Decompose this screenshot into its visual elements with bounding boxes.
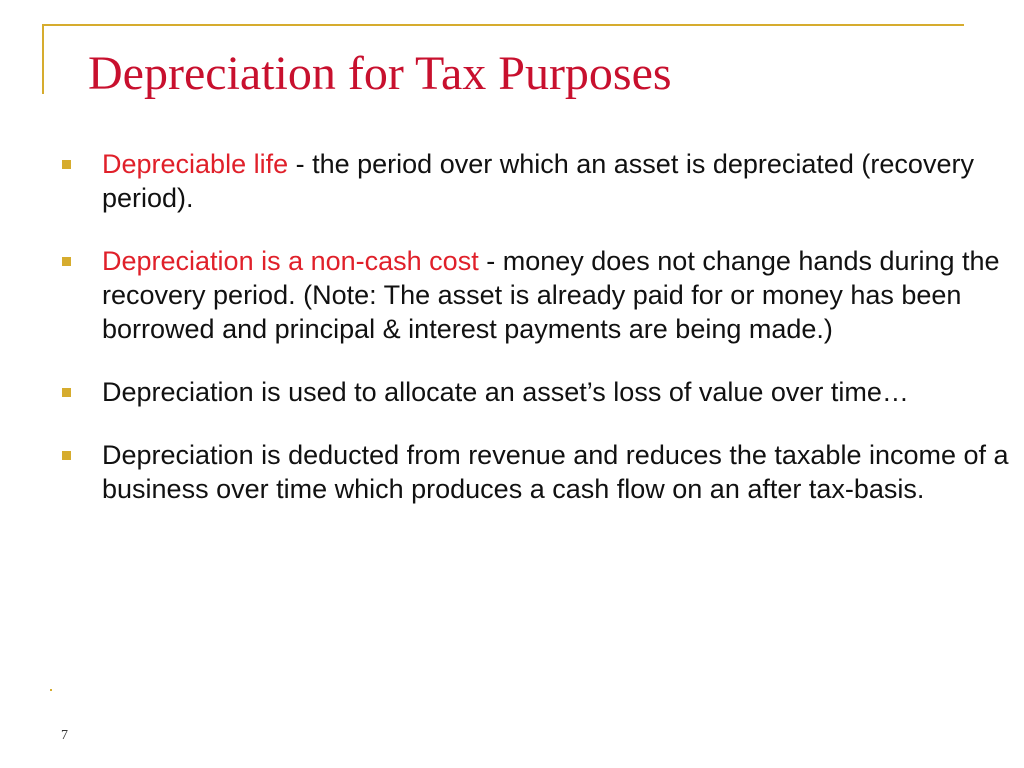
bullet-deducted-from-revenue — [60, 438, 1010, 506]
slide-frame-top-line — [42, 24, 964, 26]
bullet-text: - money does not change hands during the recovery period. (Note: The asset is already paid for or money has been borrowed and principal & interest payments are being made.) — [102, 246, 1000, 344]
bullet-non-cash-cost — [60, 244, 1010, 346]
bullet-term: Depreciable life — [102, 149, 289, 179]
bullet-term: Depreciation is a non-cash cost — [102, 246, 479, 276]
bullet-square-icon — [62, 388, 71, 397]
slide-frame-left-line — [42, 24, 44, 94]
bullet-allocate-loss — [60, 375, 1010, 409]
decorative-dot — [50, 689, 52, 691]
slide-number: 7 — [61, 728, 68, 743]
bullet-text: Depreciation is deducted from revenue and reduces the taxable income of a business over time which produces a cash flow on an after tax-basis. — [102, 440, 1009, 504]
slide-title: Depreciation for Tax Purposes — [88, 47, 672, 100]
bullet-text: - the period over which an asset is depreciated (recovery period). — [102, 149, 974, 213]
bullet-square-icon — [62, 160, 71, 169]
bullet-square-icon — [62, 257, 71, 266]
bullet-text: Depreciation is used to allocate an asset’s loss of value over time… — [102, 377, 909, 407]
bullet-square-icon — [62, 451, 71, 460]
bullet-list — [60, 147, 1010, 506]
bullet-depreciable-life — [60, 147, 1010, 215]
